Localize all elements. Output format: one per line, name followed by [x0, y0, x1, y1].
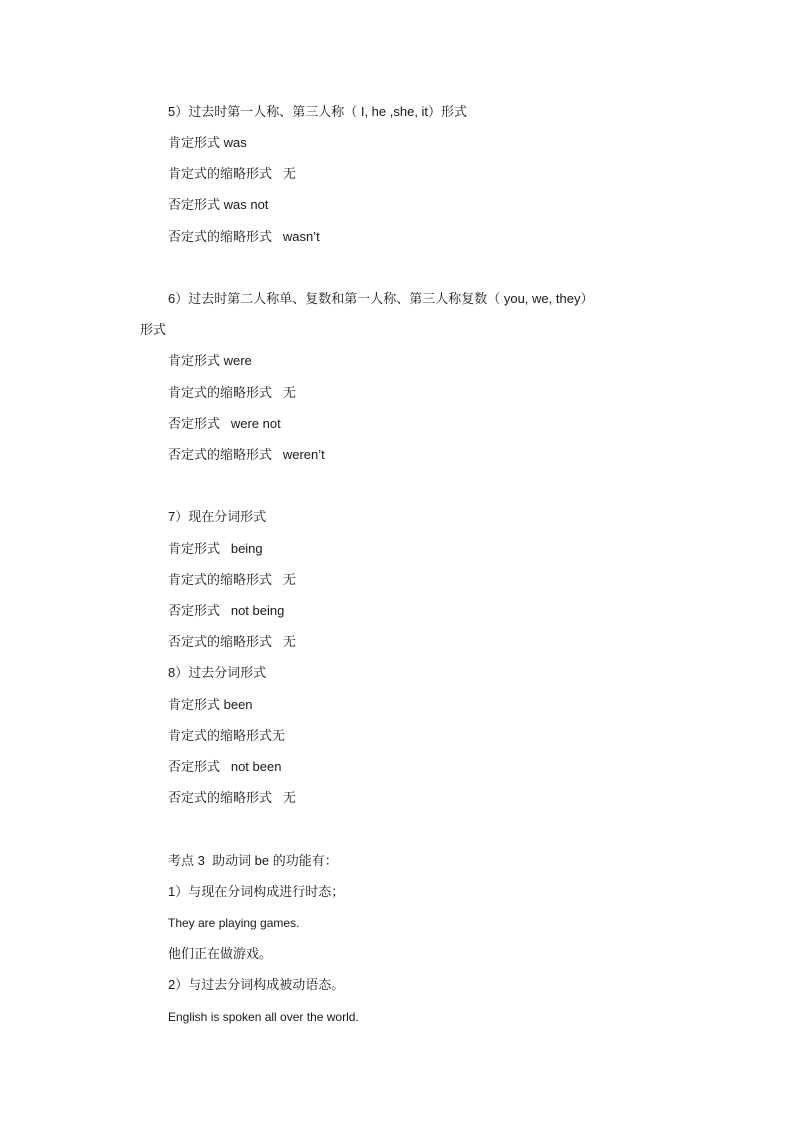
section-8-line-2: 肯定式的缩略形式无: [168, 728, 286, 743]
section-7-line-1: 肯定形式 being: [168, 541, 263, 556]
section-8-title: 8）过去分词形式: [168, 665, 267, 680]
function-1: 1）与现在分词构成进行时态；: [168, 884, 345, 899]
section-6-title-continuation: 形式: [140, 322, 167, 337]
section-7-title: 7）现在分词形式: [168, 509, 267, 524]
section-6-line-3: 否定形式 were not: [168, 416, 281, 431]
example-1-english: They are playing games.: [168, 916, 300, 930]
kaodian-3-heading: 考点 3 助动词 be 的功能有：: [168, 853, 338, 868]
section-5-line-2: 肯定式的缩略形式 无: [168, 166, 296, 181]
section-7-line-2: 肯定式的缩略形式 无: [168, 572, 296, 587]
section-8-line-4: 否定式的缩略形式 无: [168, 790, 296, 805]
function-2: 2）与过去分词构成被动语态。: [168, 977, 345, 992]
section-6-line-1: 肯定形式 were: [168, 353, 252, 368]
section-5-title: 5）过去时第一人称、第三人称（ I, he ,she, it）形式: [168, 104, 468, 119]
section-5-line-4: 否定式的缩略形式 wasn’t: [168, 229, 320, 244]
section-5-line-1: 肯定形式 was: [168, 135, 247, 150]
section-5-line-3: 否定形式 was not: [168, 197, 269, 212]
section-7-line-3: 否定形式 not being: [168, 603, 285, 618]
section-6-line-4: 否定式的缩略形式 weren’t: [168, 447, 325, 462]
example-1-chinese: 他们正在做游戏。: [168, 946, 273, 961]
section-6-line-2: 肯定式的缩略形式 无: [168, 385, 296, 400]
example-2-english: English is spoken all over the world.: [168, 1010, 359, 1024]
section-6-title: 6）过去时第二人称单、复数和第一人称、第三人称复数（ you, we, they）: [168, 291, 594, 306]
section-8-line-1: 肯定形式 been: [168, 697, 253, 712]
section-7-line-4: 否定式的缩略形式 无: [168, 634, 296, 649]
section-8-line-3: 否定形式 not been: [168, 759, 282, 774]
